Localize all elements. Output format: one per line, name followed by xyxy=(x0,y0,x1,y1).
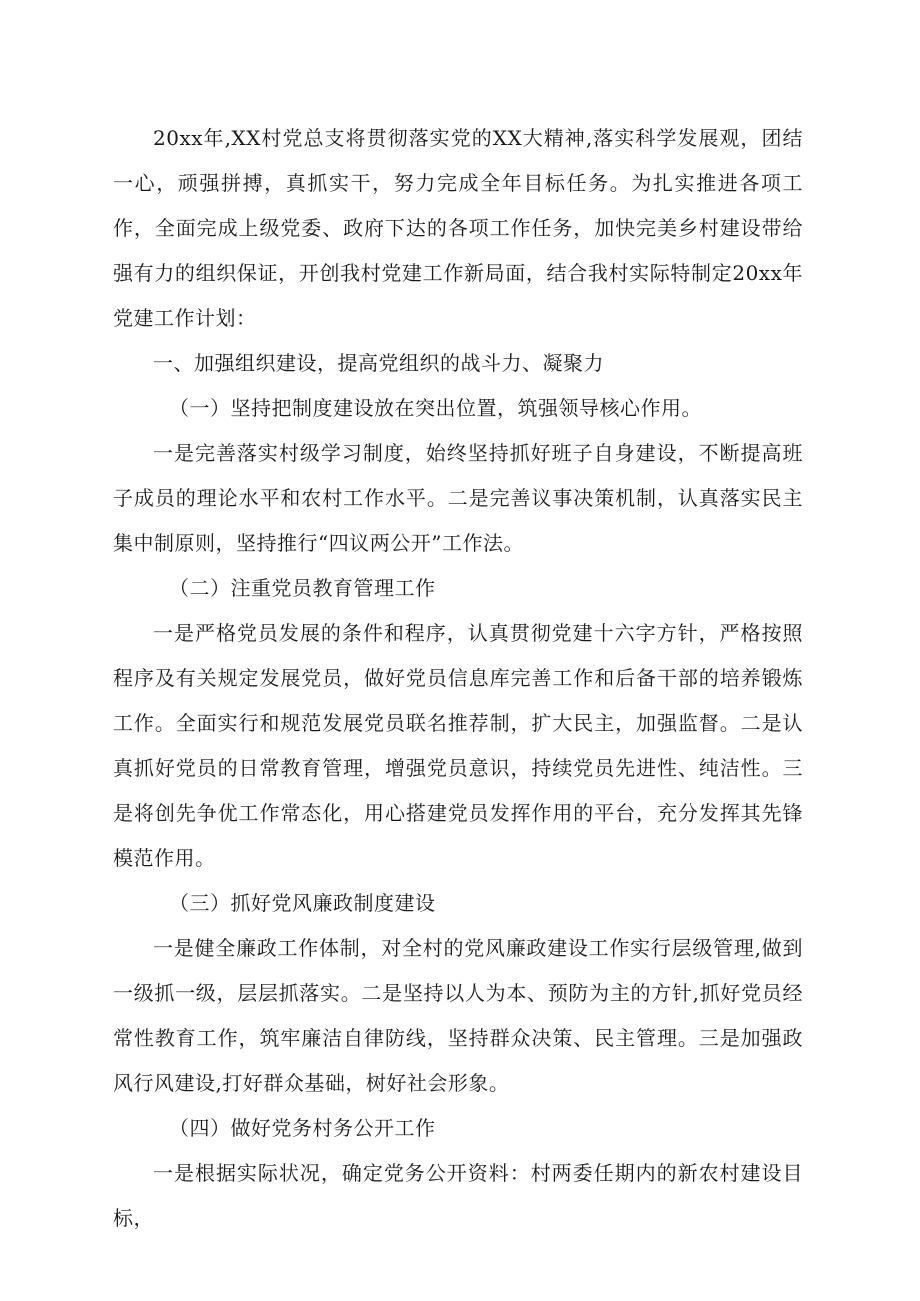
document-body xyxy=(113,116,803,1241)
subsection-heading-3: （三）抓好党风廉政制度建设 xyxy=(169,891,436,915)
body-paragraph-3: 一是健全廉政工作体制，对全村的党风廉政建设工作实行层级管理,做到一级抓一级，层层抓落实。二是坚持以人为本、预防为主的方针,抓好党员经常性教育工作，筑牢廉洁自律防线，坚持群众决策、民主管理。三是加强政风行风建设,打好群众基础，树好社会形象。 xyxy=(113,936,803,1095)
body-paragraph-2: 一是严格党员发展的条件和程序，认真贯彻党建十六字方针，严格按照程序及有关规定发展党员，做好党员信息库完善工作和后备干部的培养锻炼工作。全面实行和规范发展党员联名推荐制，扩大民主，加强监督。二是认真抓好党员的日常教育管理，增强党员意识，持续党员先进性、纯洁性。三是将创先争优工作常态化，用心搭建党员发挥作用的平台，充分发挥其先锋模范作用。 xyxy=(113,621,803,870)
subsection-heading-2: （二）注重党员教育管理工作 xyxy=(169,576,436,600)
body-paragraph-1: 一是完善落实村级学习制度，始终坚持抓好班子自身建设，不断提高班子成员的理论水平和农村工作水平。二是完善议事决策机制，认真落实民主集中制原则，坚持推行“四议两公开”工作法。 xyxy=(113,441,803,555)
subsection-heading-1: （一）坚持把制度建设放在突出位置，筑强领导核心作用。 xyxy=(169,396,702,420)
section-heading-1: 一、加强组织建设，提高党组织的战斗力、凝聚力 xyxy=(153,351,604,375)
subsection-heading-4: （四）做好党务村务公开工作 xyxy=(169,1116,436,1140)
body-paragraph-4: 一是根据实际状况，确定党务公开资料：村两委任期内的新农村建设目标， xyxy=(113,1161,803,1230)
intro-paragraph: 20xx年,XX村党总支将贯彻落实党的XX大精神,落实科学发展观，团结一心，顽强拼搏，真抓实干，努力完成全年目标任务。为扎实推进各项工作，全面完成上级党委、政府下达的各项工作任务，加快完美乡村建设带给强有力的组织保证，开创我村党建工作新局面，结合我村实际特制定20xx年党建工作计划： xyxy=(113,126,803,330)
